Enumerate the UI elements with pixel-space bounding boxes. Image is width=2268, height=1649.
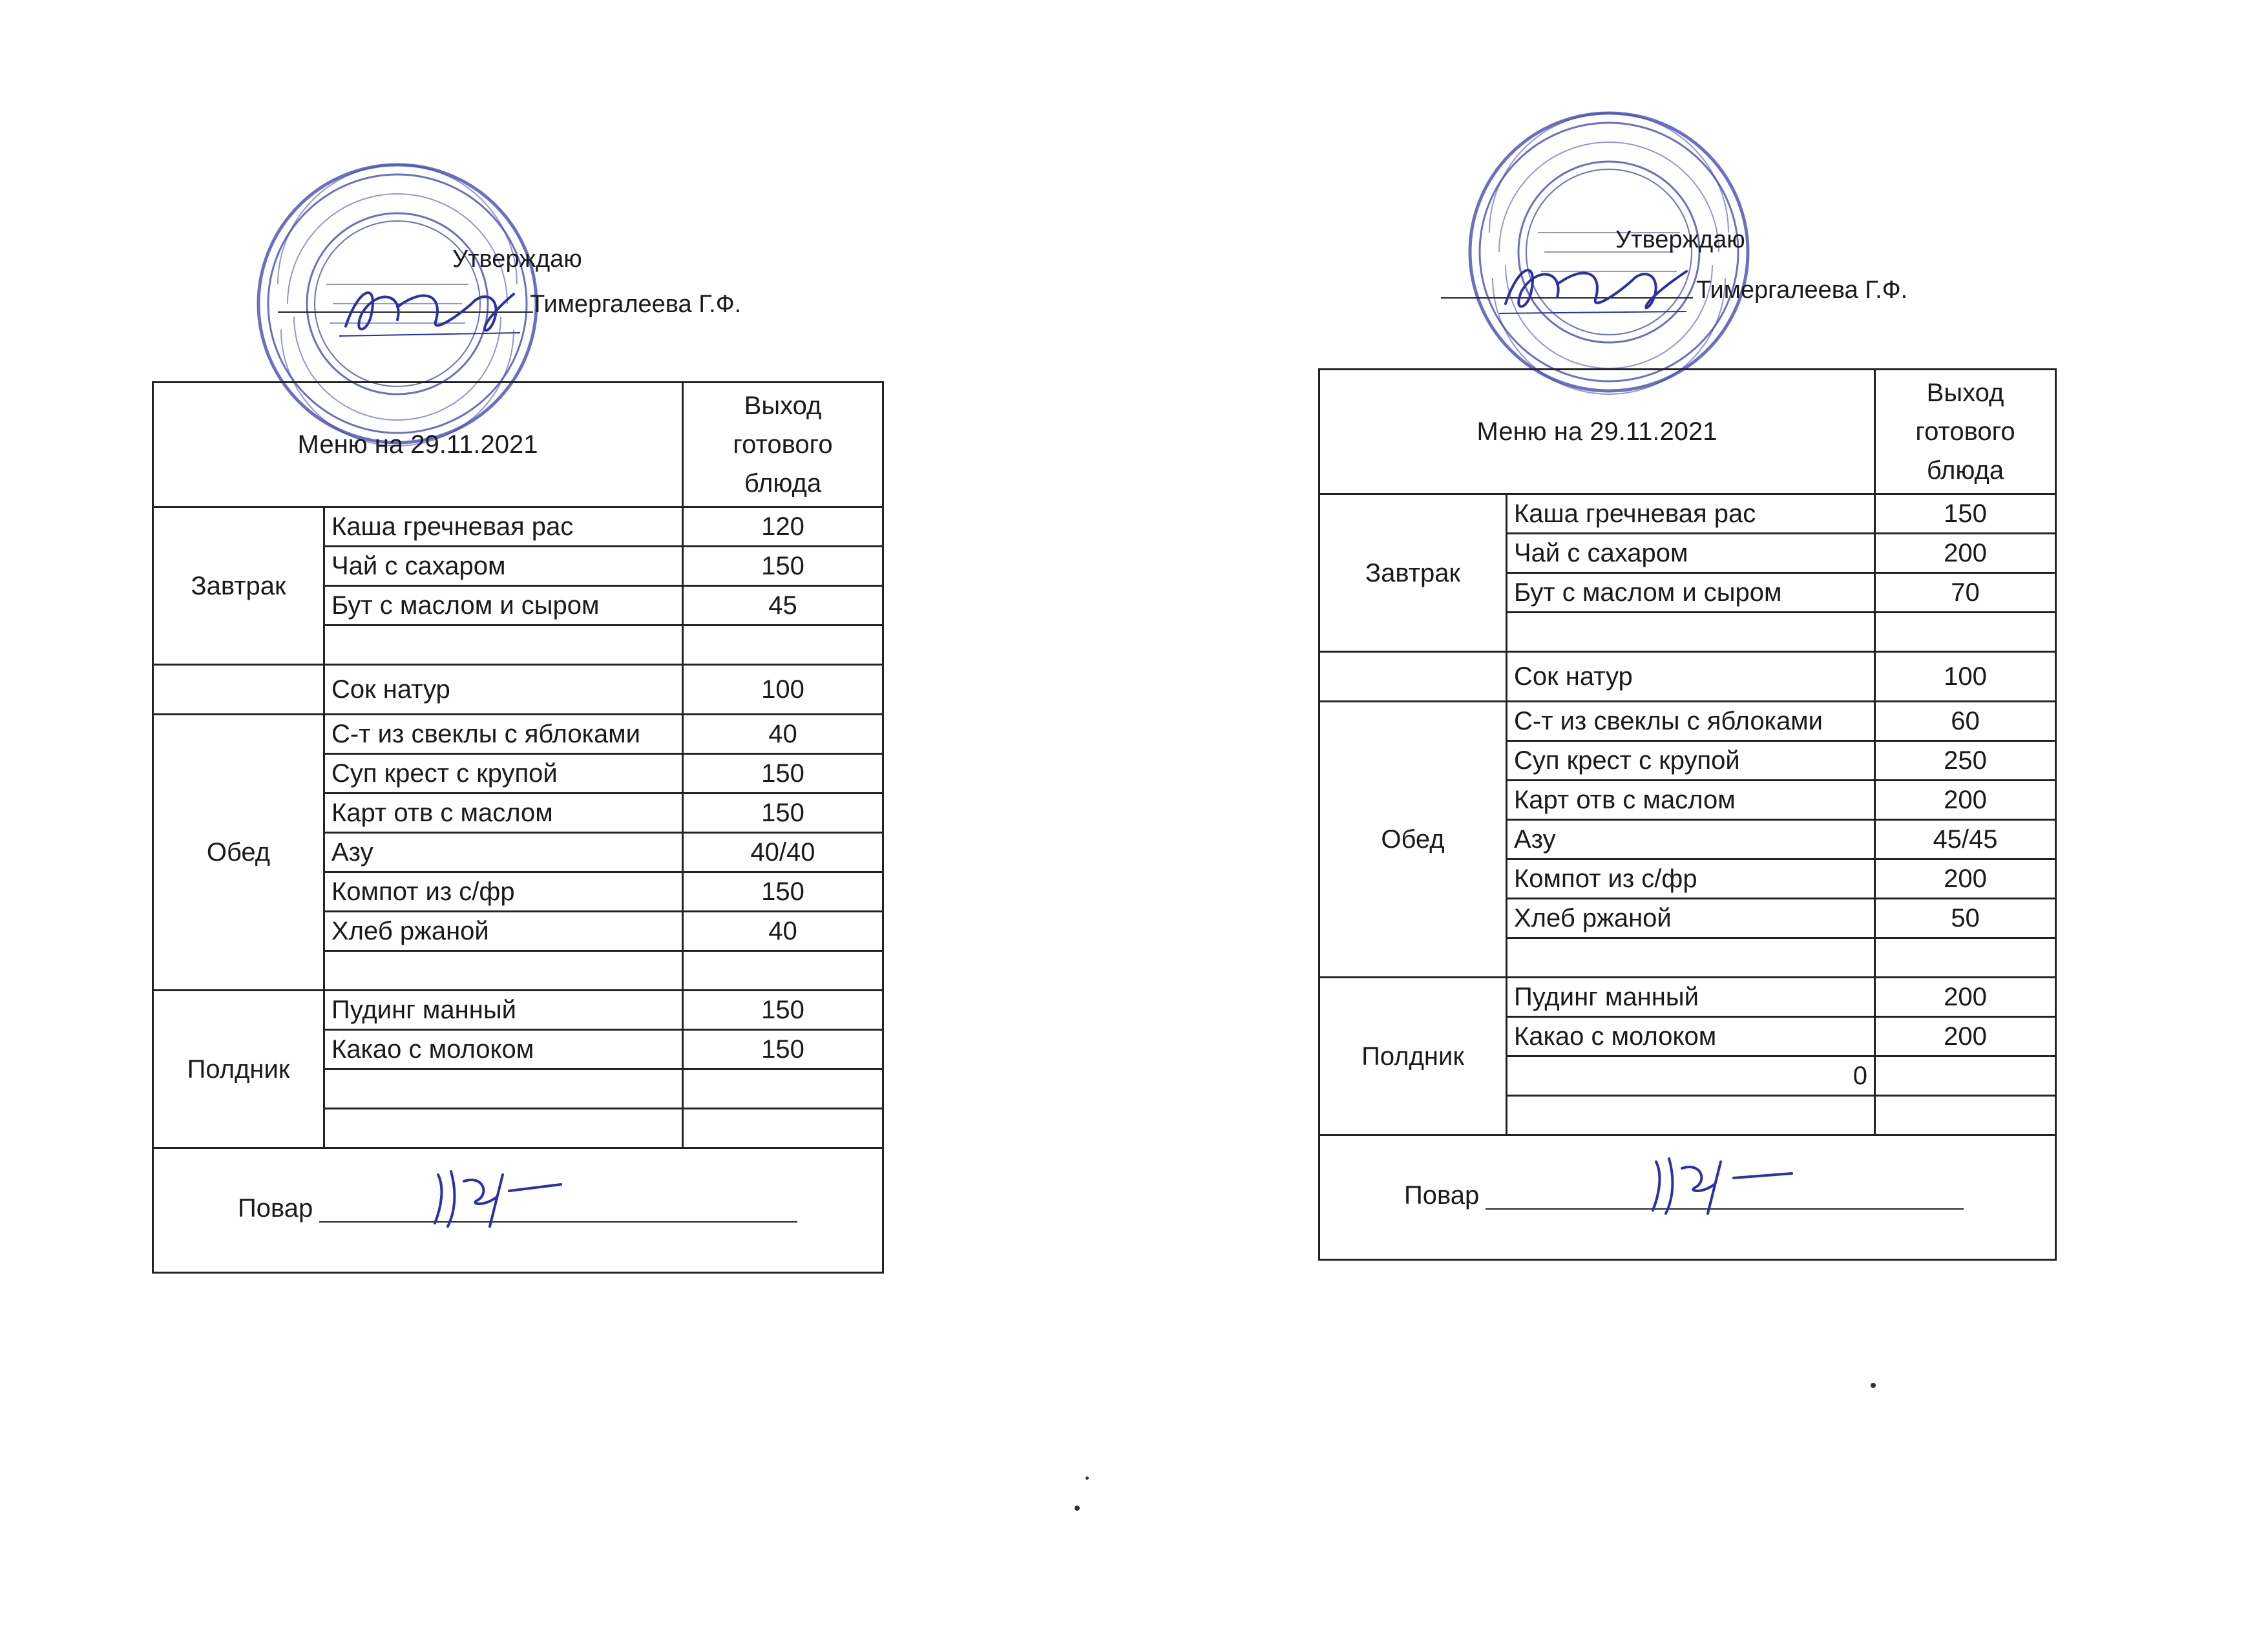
yield-header-line: блюда <box>744 469 822 498</box>
table-row <box>153 507 883 547</box>
dish-amount: 200 <box>1875 534 2056 573</box>
dish-name: Сок натур <box>324 665 683 715</box>
dish-amount <box>1875 938 2056 978</box>
dish-amount <box>1875 1096 2056 1135</box>
dish-amount: 100 <box>1875 652 2056 702</box>
dish-name: С-т из свеклы с яблоками <box>324 715 683 754</box>
dish-amount: 150 <box>683 793 883 833</box>
dish-name <box>1507 1096 1875 1135</box>
meal-label-breakfast: Завтрак <box>1319 494 1507 652</box>
dish-amount: 45/45 <box>1875 820 2056 859</box>
dish-name: Каша гречневая рас <box>324 507 683 547</box>
cook-signature <box>1643 1149 1798 1220</box>
dish-amount <box>1875 1056 2056 1096</box>
director-signature <box>1493 252 1699 323</box>
meal-label-afternoon-snack: Полдник <box>1319 978 1507 1135</box>
menu-table <box>1318 368 2057 1261</box>
dish-name <box>324 1109 683 1148</box>
approver-name: Тимергалеева Г.Ф. <box>1696 277 1908 304</box>
dish-amount: 200 <box>1875 978 2056 1017</box>
yield-header <box>683 383 883 507</box>
dish-name: 0 <box>1507 1056 1875 1096</box>
dish-name: Чай с сахаром <box>1507 534 1875 573</box>
meal-label-lunch: Обед <box>1319 702 1507 978</box>
dish-amount: 150 <box>683 547 883 586</box>
dish-amount: 150 <box>683 1030 883 1069</box>
approval-word: Утверждаю <box>1615 226 1745 253</box>
dish-amount: 150 <box>1875 494 2056 534</box>
meal-label-breakfast: Завтрак <box>153 507 324 665</box>
table-row <box>1319 494 2056 534</box>
dish-amount: 100 <box>683 665 883 715</box>
approval-word: Утверждаю <box>452 246 582 273</box>
yield-header-line: готового <box>733 430 833 459</box>
table-row <box>153 715 883 754</box>
dish-name: Каша гречневая рас <box>1507 494 1875 534</box>
dish-amount: 45 <box>683 586 883 625</box>
dish-name: Суп крест с крупой <box>1507 741 1875 781</box>
dish-name: Сок натур <box>1507 652 1875 702</box>
menu-date-title: Меню на 29.11.2021 <box>153 383 683 507</box>
dish-amount <box>683 1069 883 1109</box>
dish-amount: 40 <box>683 912 883 951</box>
scan-speck <box>1075 1506 1080 1511</box>
dish-amount: 120 <box>683 507 883 547</box>
cook-signature <box>425 1162 567 1233</box>
dish-name: Азу <box>1507 820 1875 859</box>
dish-name: Пудинг манный <box>1507 978 1875 1017</box>
yield-header-line: готового <box>1915 417 2015 446</box>
yield-header <box>1875 370 2056 494</box>
dish-name: Хлеб ржаной <box>1507 899 1875 938</box>
dish-amount: 50 <box>1875 899 2056 938</box>
dish-amount: 40 <box>683 715 883 754</box>
scan-speck <box>1871 1383 1876 1388</box>
dish-name: Азу <box>324 833 683 872</box>
cook-label: Повар <box>1404 1181 1480 1210</box>
dish-name <box>324 625 683 665</box>
dish-amount <box>683 951 883 991</box>
dish-name <box>324 951 683 991</box>
dish-amount: 150 <box>683 872 883 912</box>
table-row <box>153 665 883 715</box>
dish-amount: 150 <box>683 754 883 793</box>
dish-amount: 200 <box>1875 859 2056 899</box>
approver-name: Тимергалеева Г.Ф. <box>530 291 742 318</box>
dish-name: Какао с молоком <box>1507 1017 1875 1056</box>
cook-signature-cell <box>1319 1135 2056 1260</box>
dish-amount: 200 <box>1875 781 2056 820</box>
menu-table <box>152 381 884 1274</box>
dish-name <box>1507 938 1875 978</box>
dish-name: Карт отв с маслом <box>1507 781 1875 820</box>
dish-name: Бут с маслом и сыром <box>1507 573 1875 613</box>
cook-row <box>1319 1135 2056 1260</box>
dish-name: Бут с маслом и сыром <box>324 586 683 625</box>
table-header-row <box>153 383 883 507</box>
dish-amount <box>1875 613 2056 652</box>
dish-name: Пудинг манный <box>324 991 683 1030</box>
meal-label-snack <box>1319 652 1507 702</box>
table-row <box>1319 652 2056 702</box>
dish-name <box>1507 613 1875 652</box>
table-header-row <box>1319 370 2056 494</box>
director-signature <box>333 275 527 346</box>
meal-label-lunch: Обед <box>153 715 324 991</box>
cook-label: Повар <box>238 1194 313 1223</box>
meal-label-snack <box>153 665 324 715</box>
dish-name: С-т из свеклы с яблоками <box>1507 702 1875 741</box>
yield-header-line: блюда <box>1926 456 2004 485</box>
dish-amount: 40/40 <box>683 833 883 872</box>
dish-amount: 150 <box>683 991 883 1030</box>
dish-amount: 250 <box>1875 741 2056 781</box>
scan-speck <box>1086 1476 1089 1480</box>
dish-name: Компот из с/фр <box>1507 859 1875 899</box>
dish-amount <box>683 1109 883 1148</box>
dish-name: Какао с молоком <box>324 1030 683 1069</box>
cook-signature-cell <box>153 1148 883 1273</box>
dish-amount: 200 <box>1875 1017 2056 1056</box>
cook-row <box>153 1148 883 1273</box>
menu-date-title: Меню на 29.11.2021 <box>1319 370 1875 494</box>
dish-name: Чай с сахаром <box>324 547 683 586</box>
dish-amount <box>683 625 883 665</box>
yield-header-line: Выход <box>744 392 822 420</box>
dish-amount: 70 <box>1875 573 2056 613</box>
meal-label-afternoon-snack: Полдник <box>153 991 324 1148</box>
dish-name: Хлеб ржаной <box>324 912 683 951</box>
dish-amount: 60 <box>1875 702 2056 741</box>
dish-name: Компот из с/фр <box>324 872 683 912</box>
table-row <box>1319 702 2056 741</box>
dish-name: Карт отв с маслом <box>324 793 683 833</box>
dish-name <box>324 1069 683 1109</box>
yield-header-line: Выход <box>1926 379 2004 407</box>
table-row <box>153 991 883 1030</box>
dish-name: Суп крест с крупой <box>324 754 683 793</box>
table-row <box>1319 978 2056 1017</box>
